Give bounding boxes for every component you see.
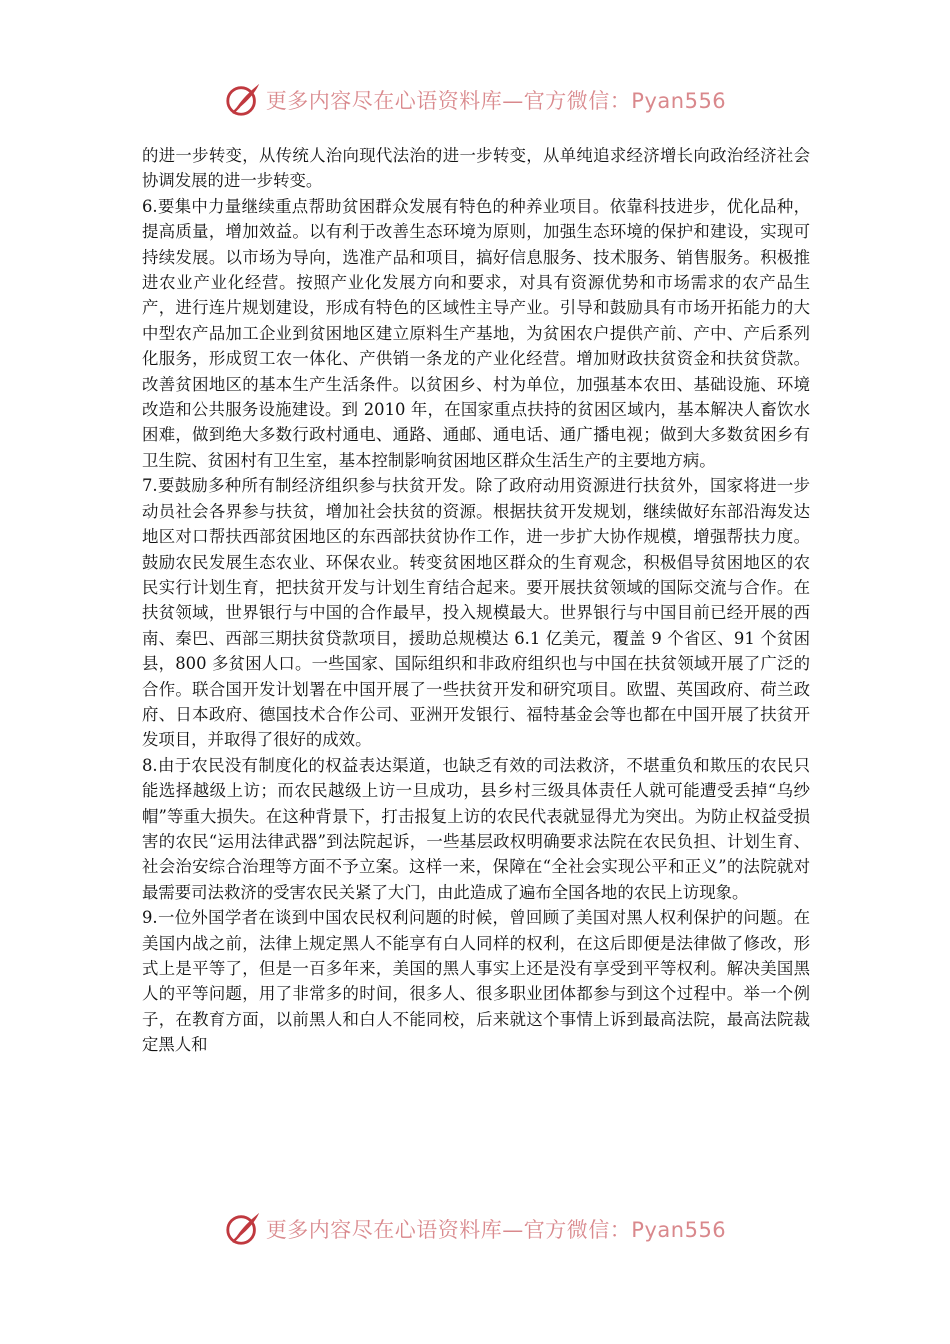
quill-pen-logo-icon: [224, 81, 262, 119]
paragraph-item-9: 9.一位外国学者在谈到中国农民权利问题的时候，曾回顾了美国对黑人权利保护的问题。在美国内战之前，法律上规定黑人不能享有白人同样的权利，在这后即便是法律做了修改，形式上是平等了，但是一百多年来，美国的黑人事实上还是没有享受到平等权利。解决美国黑人的平等问题，用了非常多的时间，很多人、很多职业团体都参与到这个过程中。举一个例子，在教育方面，以前黑人和白人不能同校，后来就这个事情上诉到最高法院，最高法院裁定黑人和: [142, 908, 810, 1055]
paragraph-item-8: 8.由于农民没有制度化的权益表达渠道，也缺乏有效的司法救济，不堪重负和欺压的农民只能选择越级上访；而农民越级上访一旦成功，县乡村三级具体责任人就可能遭受丢掉“乌纱帽”等重大损失。在这种背景下，打击报复上访的农民代表就显得尤为突出。为防止权益受损害的农民“运用法律武器”到法院起诉，一些基层政权明确要求法院在农民负担、计划生育、社会治安综合治理等方面不予立案。这样一来，保障在“全社会实现公平和正义”的法院就对最需要司法救济的受害农民关紧了大门，由此造成了遍布全国各地的农民上访现象。: [142, 755, 810, 902]
header-watermark-banner: [0, 78, 950, 122]
paragraph-item-6: 6.要集中力量继续重点帮助贫困群众发展有特色的种养业项目。依靠科技进步，优化品种，提高质量，增加效益。以有利于改善生态环境为原则，加强生态环境的保护和建设，实现可持续发展。以市场为导向，选准产品和项目，搞好信息服务、技术服务、销售服务。积极推进农业产业化经营。按照产业化发展方向和要求，对具有资源优势和市场需求的农产品生产，进行连片规划建设，形成有特色的区域性主导产业。引导和鼓励具有市场开拓能力的大中型农产品加工企业到贫困地区建立原料生产基地，为贫困农户提供产前、产中、产后系列化服务，形成贸工农一体化、产供销一条龙的产业化经营。增加财政扶贫资金和扶贫贷款。改善贫困地区的基本生产生活条件。以贫困乡、村为单位，加强基本农田、基础设施、环境改造和公共服务设施建设。到 2010 年，在国家重点扶持的贫困区域内，基本解决人畜饮水困难，做到绝大多数行政村通电、通路、通邮、通电话、通广播电视；做到大多数贫困乡有卫生院、贫困村有卫生室，基本控制影响贫困地区群众生活生产的主要地方病。: [142, 196, 810, 470]
footer-watermark-banner: [0, 1207, 950, 1251]
paragraph-item-7: 7.要鼓励多种所有制经济组织参与扶贫开发。除了政府动用资源进行扶贫外，国家将进一步动员社会各界参与扶贫，增加社会扶贫的资源。根据扶贫开发规划，继续做好东部沿海发达地区对口帮扶西部贫困地区的东西部扶贫协作工作，进一步扩大协作规模，增强帮扶力度。鼓励农民发展生态农业、环保农业。转变贫困地区群众的生育观念，积极倡导贫困地区的农民实行计划生育，把扶贫开发与计划生育结合起来。要开展扶贫领域的国际交流与合作。在扶贫领域，世界银行与中国的合作最早，投入规模最大。世界银行与中国目前已经开展的西南、秦巴、西部三期扶贫贷款项目，援助总规模达 6.1 亿美元，覆盖 9 个省区、91 个贫困县，800 多贫困人口。一些国家、国际组织和非政府组织也与中国在扶贫领域开展了广泛的合作。联合国开发计划署在中国开展了一些扶贫开发和研究项目。欧盟、英国政府、荷兰政府、日本政府、德国技术合作公司、亚洲开发银行、福特基金会等也都在中国开展了扶贫开发项目，并取得了很好的成效。: [142, 476, 810, 750]
quill-pen-logo-icon: [224, 1210, 262, 1248]
footer-watermark-text: 更多内容尽在心语资料库—官方微信：Pyan556: [265, 1218, 727, 1242]
paragraph-continuation: 的进一步转变，从传统人治向现代法治的进一步转变，从单纯追求经济增长向政治经济社会协调发展的进一步转变。: [142, 146, 810, 191]
document-body: [142, 143, 810, 1058]
header-watermark-text: 更多内容尽在心语资料库—官方微信：Pyan556: [265, 89, 727, 113]
